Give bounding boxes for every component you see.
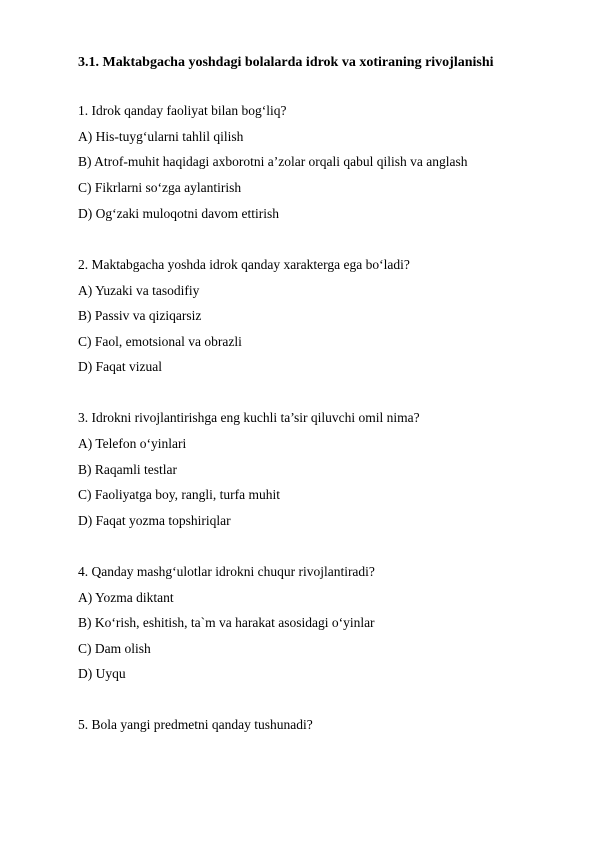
question-2-option-a: A) Yuzaki va tasodifiy <box>78 283 200 298</box>
question-5: 5. Bola yangi predmetni qanday tushunadi? <box>78 717 313 732</box>
question-2-option-d: D) Faqat vizual <box>78 359 162 374</box>
question-1-option-b: B) Atrof-muhit haqidagi axborotni a’zolar orqali qabul qilish va anglash <box>78 154 468 169</box>
question-1-option-d: D) Og‘zaki muloqotni davom ettirish <box>78 206 279 221</box>
question-2-option-b: B) Passiv va qiziqarsiz <box>78 308 202 323</box>
question-4-option-d: D) Uyqu <box>78 666 126 681</box>
question-1-option-a: A) His-tuyg‘ularni tahlil qilish <box>78 129 244 144</box>
question-4-option-a: A) Yozma diktant <box>78 590 174 605</box>
question-1-option-c: C) Fikrlarni so‘zga aylantirish <box>78 180 242 195</box>
question-3-option-a: A) Telefon o‘yinlari <box>78 436 187 451</box>
section-heading: 3.1. Maktabgacha yoshdagi bolalarda idrok va xotiraning rivojlanishi <box>78 55 494 70</box>
question-3-option-d: D) Faqat yozma topshiriqlar <box>78 513 231 528</box>
question-4: 4. Qanday mashg‘ulotlar idrokni chuqur rivojlantiradi? <box>78 564 375 579</box>
question-3-option-b: B) Raqamli testlar <box>78 462 177 477</box>
question-2: 2. Maktabgacha yoshda idrok qanday xarakterga ega bo‘ladi? <box>78 257 410 272</box>
question-2-option-c: C) Faol, emotsional va obrazli <box>78 334 242 349</box>
question-3: 3. Idrokni rivojlantirishga eng kuchli ta’sir qiluvchi omil nima? <box>78 410 420 425</box>
question-1: 1. Idrok qanday faoliyat bilan bog‘liq? <box>78 103 287 118</box>
question-4-option-b: B) Ko‘rish, eshitish, ta`m va harakat asosidagi o‘yinlar <box>78 615 375 630</box>
question-4-option-c: C) Dam olish <box>78 641 151 656</box>
question-3-option-c: C) Faoliyatga boy, rangli, turfa muhit <box>78 487 280 502</box>
